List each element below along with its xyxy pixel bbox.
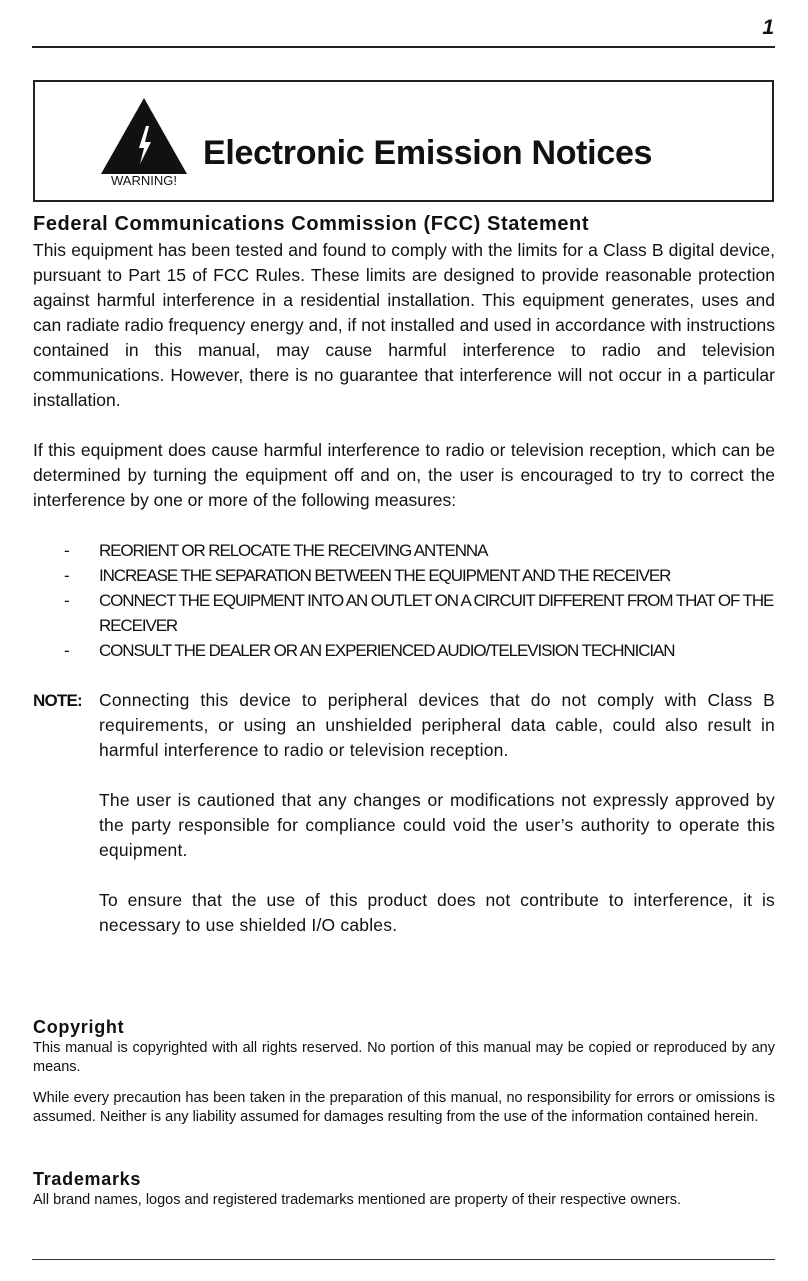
list-item: [33, 588, 775, 638]
warning-label: WARNING!: [111, 173, 177, 188]
warning-triangle-icon: [99, 96, 189, 176]
note-block: [33, 688, 775, 938]
fcc-paragraph-2: If this equipment does cause harmful interference to radio or television reception, which can be determined by turning the equipment off and on, the user is encouraged to try to correct the interference by one or more of the following measures:: [33, 440, 775, 510]
note-paragraph-3: To ensure that the use of this product does not contribute to interference, it is necessary to use shielded I/O cables.: [99, 890, 775, 935]
page-title: Electronic Emission Notices: [203, 134, 653, 172]
list-item: [33, 563, 775, 588]
list-item: [33, 638, 775, 663]
title-box: [33, 80, 774, 202]
trademarks-heading: Trademarks: [33, 1169, 142, 1189]
trademarks-paragraph: All brand names, logos and registered trademarks mentioned are property of their respective owners.: [33, 1192, 681, 1208]
list-item: [33, 538, 775, 563]
fcc-heading: Federal Communications Commission (FCC) Statement: [33, 213, 590, 235]
note-paragraph-2: The user is cautioned that any changes or modifications not expressly approved by the party responsible for compliance could void the user’s authority to operate this equipment.: [99, 790, 775, 860]
trademarks-section: [33, 1167, 775, 1210]
list-bullet: -: [64, 566, 70, 585]
measure-text: CONNECT THE EQUIPMENT INTO AN OUTLET ON A CIRCUIT DIFFERENT FROM THAT OF THE RECEIVER: [99, 591, 774, 635]
measure-text: REORIENT OR RELOCATE THE RECEIVING ANTENNA: [99, 541, 488, 560]
note-label: NOTE:: [33, 691, 82, 710]
list-bullet: -: [64, 591, 70, 610]
top-divider: [32, 46, 775, 48]
page-number: 1: [762, 16, 774, 39]
copyright-paragraph-2: While every precaution has been taken in the preparation of this manual, no responsibility for errors or omissions is assumed. Neither is any liability assumed for damages resulting from the use of the information contained herein.: [33, 1090, 775, 1125]
copyright-heading: Copyright: [33, 1017, 125, 1037]
measure-text: CONSULT THE DEALER OR AN EXPERIENCED AUDIO/TELEVISION TECHNICIAN: [99, 641, 675, 660]
copyright-paragraph-1: This manual is copyrighted with all rights reserved. No portion of this manual may be copied or reproduced by any means.: [33, 1040, 775, 1075]
note-paragraph-1: Connecting this device to peripheral devices that do not comply with Class B requirements, or using an unshielded peripheral data cable, could also result in harmful interference to radio or television reception.: [99, 690, 775, 760]
list-bullet: -: [64, 541, 70, 560]
measures-list: [33, 538, 775, 663]
copyright-section: [33, 1015, 775, 1127]
fcc-paragraph-1: This equipment has been tested and found to comply with the limits for a Class B digital device, pursuant to Part 15 of FCC Rules. These limits are designed to provide reasonable protection against harmful interference in a residential installation. This equipment generates, uses and can radiate radio frequency energy and, if not installed and used in accordance with instructions contained in this manual, may cause harmful interference to radio and television communications. However, there is no guarantee that interference will not occur in a particular installation.: [33, 240, 775, 410]
measure-text: INCREASE THE SEPARATION BETWEEN THE EQUIPMENT AND THE RECEIVER: [99, 566, 671, 585]
list-bullet: -: [64, 641, 70, 660]
bottom-divider: [32, 1259, 775, 1260]
fcc-section: [33, 210, 775, 938]
